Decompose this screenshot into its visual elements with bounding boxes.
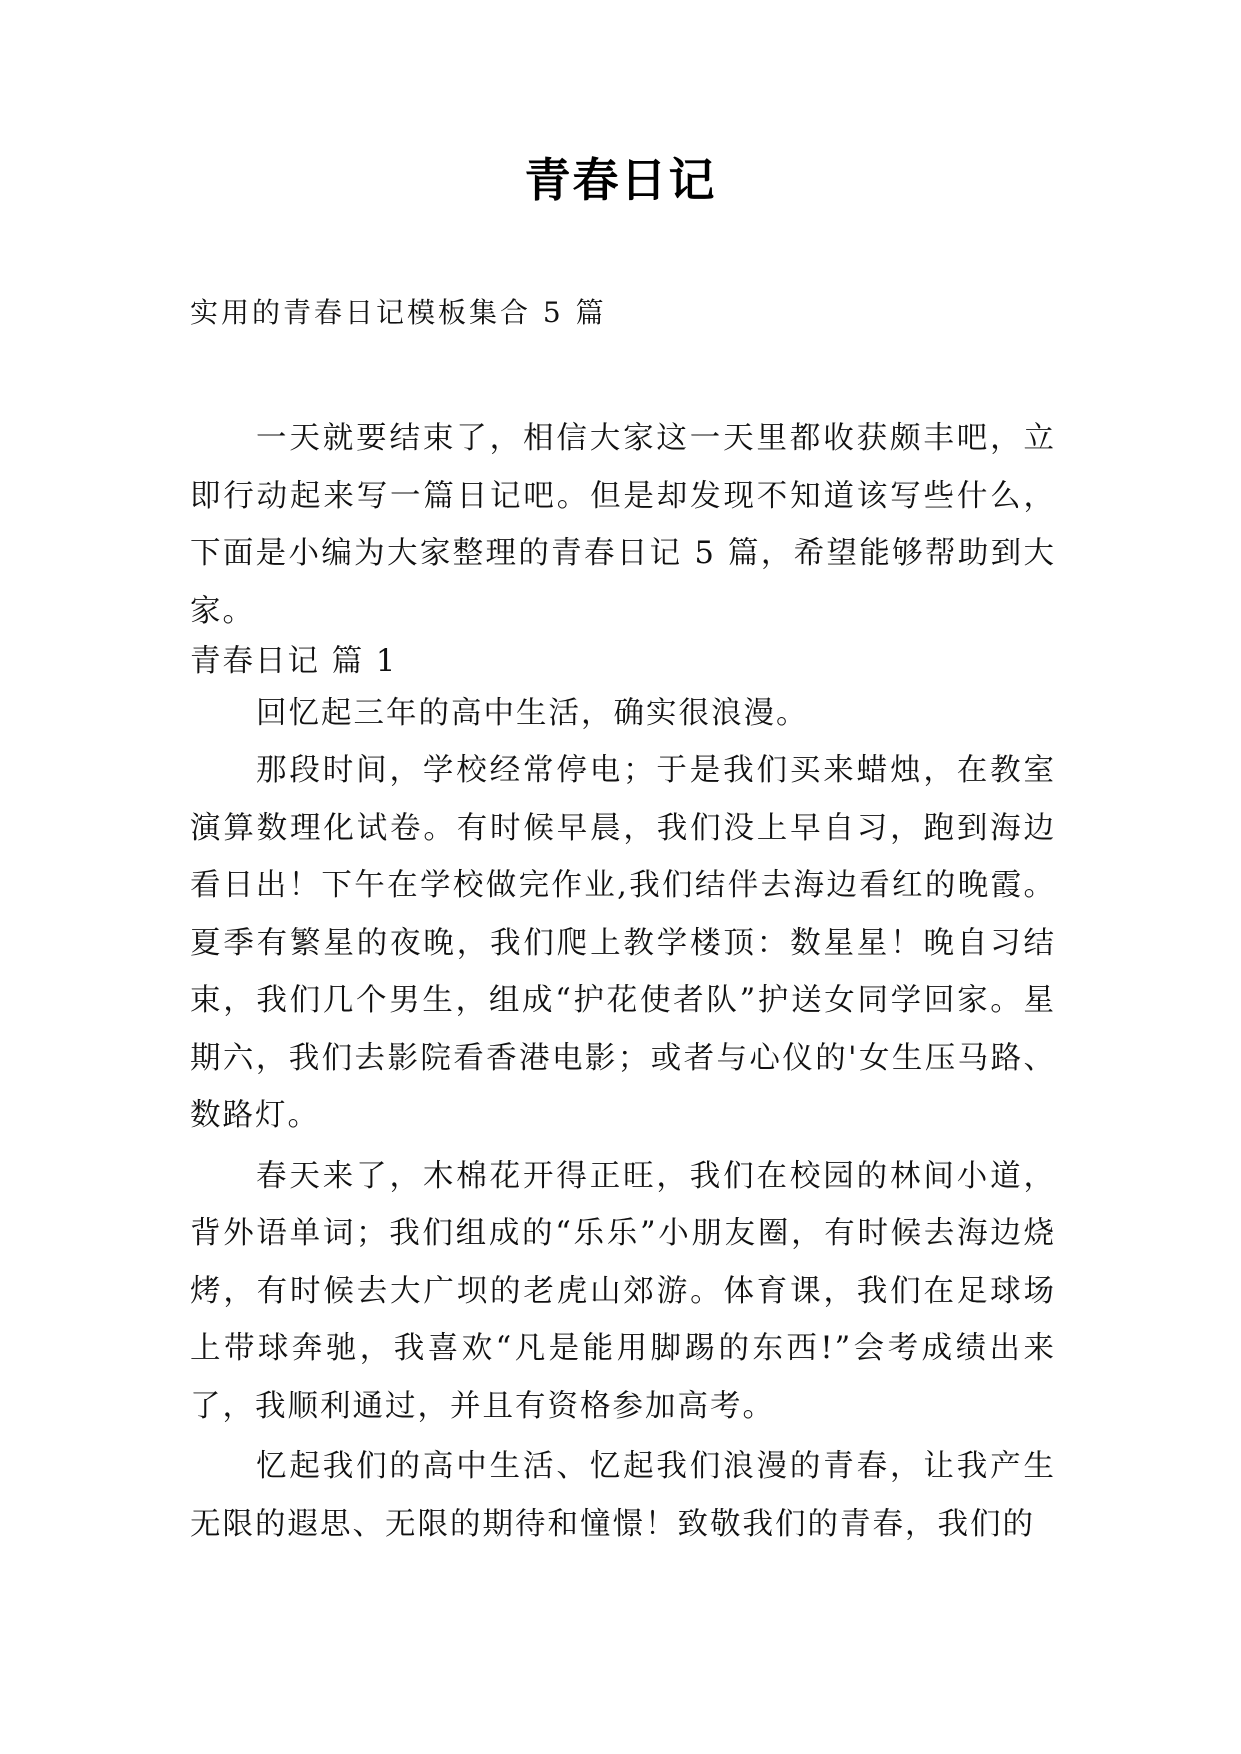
body-paragraph: 忆起我们的高中生活、忆起我们浪漫的青春，让我产生无限的遐思、无限的期待和憧憬！致敬我们的青春，我们的 (190, 1449, 1056, 1542)
body-paragraph: 春天来了，木棉花开得正旺，我们在校园的林间小道，背外语单词；我们组成的“乐乐”小朋友圈，有时候去海边烧烤，有时候去大广坝的老虎山郊游。体育课，我们在足球场上带球奔驰，我喜欢“凡是能用脚踢的东西!”会考成绩出来了，我顺利通过，并且有资格参加高考。 (190, 1158, 1056, 1424)
body-paragraph: 那段时间，学校经常停电；于是我们买来蜡烛，在教室演算数理化试卷。有时候早晨，我们没上早自习，跑到海边看日出！下午在学校做完作业,我们结伴去海边看红的晚霞。夏季有繁星的夜晚，我们爬上教学楼顶：数星星！晚自习结束，我们几个男生，组成“护花使者队”护送女同学回家。星期六，我们去影院看香港电影；或者与心仪的'女生压马路、数路灯。 (190, 753, 1056, 1133)
section-heading: 青春日记 篇 1 (190, 644, 398, 679)
document-body (190, 410, 1056, 1553)
document-subtitle: 实用的青春日记模板集合 5 篇 (190, 296, 607, 329)
document-title: 青春日记 (524, 153, 717, 207)
body-paragraph: 回忆起三年的高中生活，确实很浪漫。 (256, 695, 809, 731)
intro-paragraph: 一天就要结束了，相信大家这一天里都收获颇丰吧，立即行动起来写一篇日记吧。但是却发现不知道该写些什么，下面是小编为大家整理的青春日记 5 篇，希望能够帮助到大家。 (190, 421, 1056, 629)
